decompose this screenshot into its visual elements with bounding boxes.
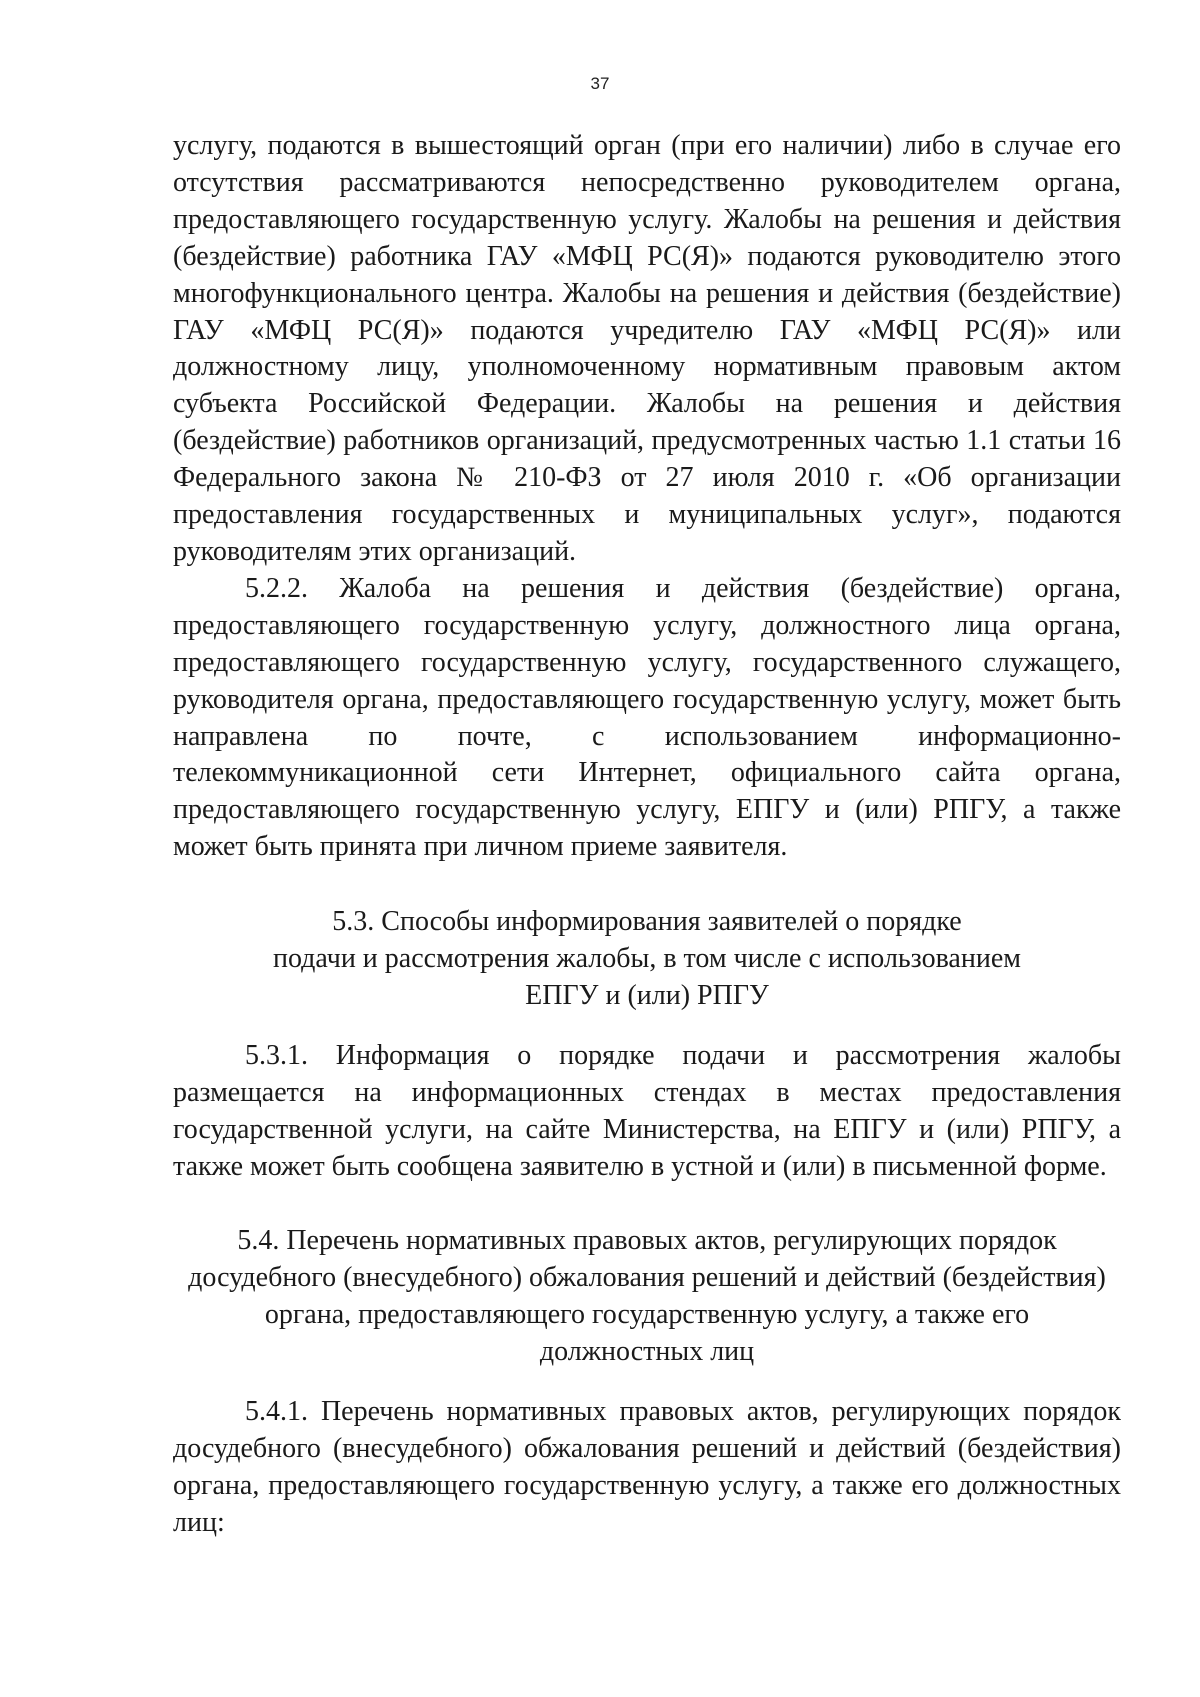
section-heading-5-4 xyxy=(173,1223,1121,1371)
page-number: 37 xyxy=(590,74,610,93)
paragraph-5-4-1: 5.4.1. Перечень нормативных правовых актов, регулирующих порядок досудебного (внесудебного) обжалования решений и действий (бездействия) органа, предоставляющего государственную услугу, а также его должностных лиц: xyxy=(173,1396,1121,1538)
heading-line: 5.3. Способы информирования заявителей о порядке xyxy=(332,906,962,938)
heading-line: ЕПГУ и (или) РПГУ xyxy=(525,979,769,1011)
heading-line: подачи и рассмотрения жалобы, в том числе с использованием xyxy=(273,943,1021,975)
paragraph-5-3-1: 5.3.1. Информация о порядке подачи и рассмотрения жалобы размещается на информационных стендах в местах предоставления государственной услуги, на сайте Министерства, на ЕПГУ и (или) РПГУ, а также может быть сообщена заявителю в устной и (или) в письменной форме. xyxy=(173,1039,1121,1182)
paragraph-complaint-submission: услугу, подаются в вышестоящий орган (при его наличии) либо в случае его отсутствия рассматриваются непосредственно руководителем органа, предоставляющего государственную услугу. Жалобы на решения и действия (бездействие) работника ГАУ «МФЦ РС(Я)» подаются руководителю этого многофункционального центра. Жалобы на решения и действия (бездействие) ГАУ «МФЦ РС(Я)» подаются учредителю ГАУ «МФЦ РС(Я)» или должностному лицу, уполномоченному нормативным правовым актом субъекта Российской Федерации. Жалобы на решения и действия (бездействие) работников организаций, предусмотренных частью 1.1 статьи 16 Федерального закона № 210-ФЗ от 27 июля 2010 г. «Об организации предоставления государственных и муниципальных услуг», подаются руководителям этих организаций. xyxy=(173,130,1121,567)
paragraph-5-2-2: 5.2.2. Жалоба на решения и действия (бездействие) органа, предоставляющего государственную услугу, должностного лица органа, предоставляющего государственную услугу, государственного служащего, руководителя органа, предоставляющего государственную услугу, может быть направлена по почте, с использованием информационно-телекоммуникационной сети Интернет, официального сайта органа, предоставляющего государственную услугу, ЕПГУ и (или) РПГУ, а также может быть принята при личном приеме заявителя. xyxy=(173,572,1121,863)
spacer xyxy=(173,1015,1121,1038)
heading-line: органа, предоставляющего государственную услугу, а также его xyxy=(264,1299,1030,1331)
spacer xyxy=(173,866,1121,904)
section-heading-5-3 xyxy=(173,904,1121,1015)
document-body xyxy=(173,128,1121,1542)
spacer xyxy=(173,1371,1121,1394)
spacer xyxy=(173,1185,1121,1223)
heading-line: досудебного (внесудебного) обжалования решений и действий (бездействия) xyxy=(188,1262,1106,1294)
heading-line: 5.4. Перечень нормативных правовых актов, регулирующих порядок xyxy=(237,1225,1057,1257)
heading-line: должностных лиц xyxy=(539,1336,755,1368)
